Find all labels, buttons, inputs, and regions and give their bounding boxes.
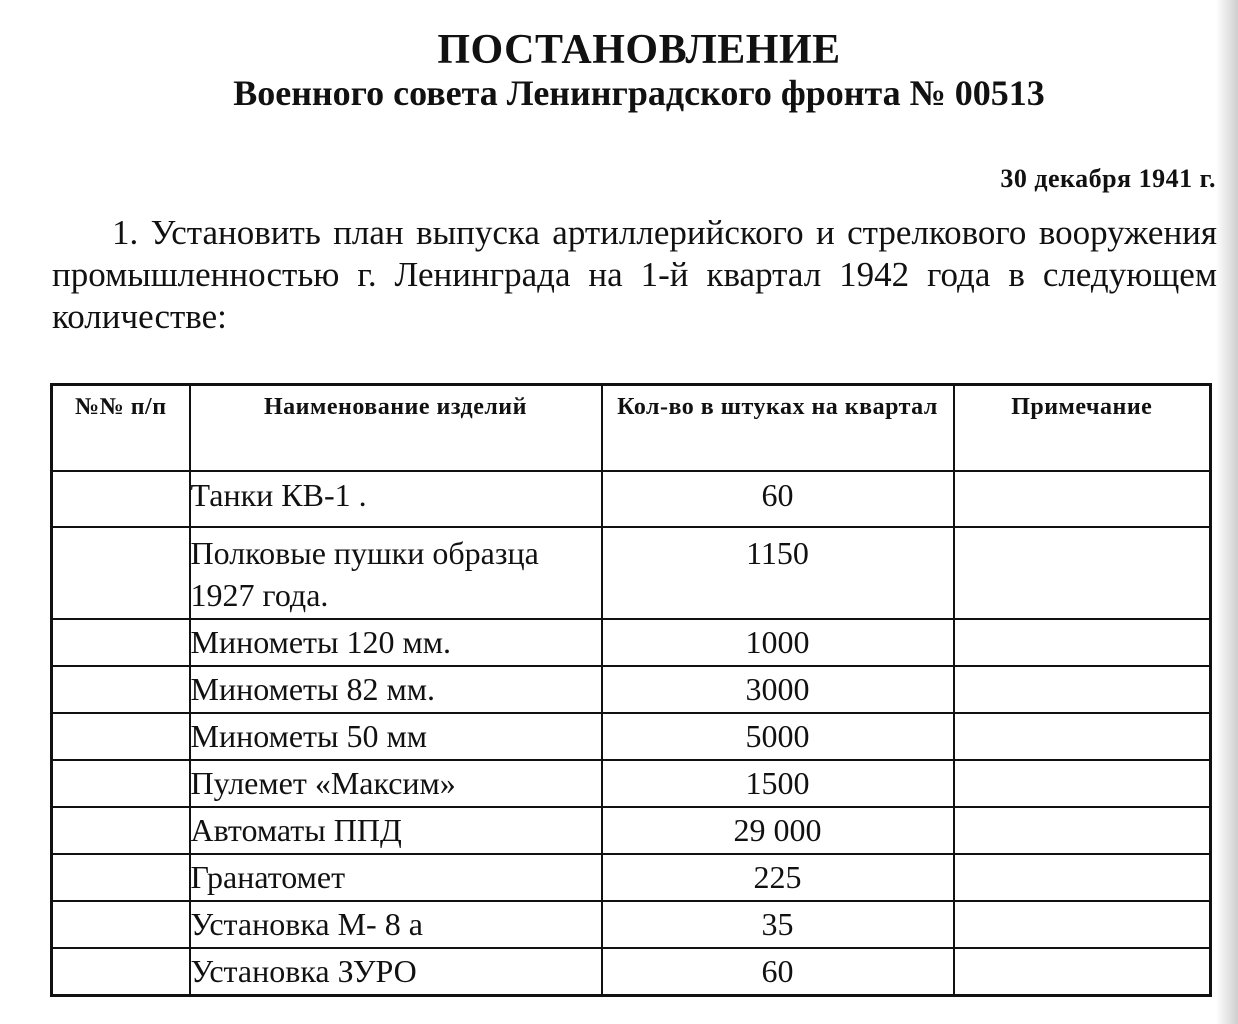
cell-note bbox=[954, 854, 1211, 901]
cell-num bbox=[52, 471, 190, 527]
header-num: №№ п/п bbox=[52, 385, 190, 472]
cell-note bbox=[954, 948, 1211, 996]
cell-qty: 5000 bbox=[602, 713, 954, 760]
table-row bbox=[52, 948, 1211, 996]
cell-name: Минометы 50 мм bbox=[190, 713, 602, 760]
cell-qty: 225 bbox=[602, 854, 954, 901]
cell-num bbox=[52, 527, 190, 619]
cell-name: Минометы 120 мм. bbox=[190, 619, 602, 666]
table-row bbox=[52, 807, 1211, 854]
production-plan-table bbox=[50, 383, 1212, 997]
cell-note bbox=[954, 527, 1211, 619]
paragraph-1: 1. Установить план выпуска артиллерийского и стрелкового вооружения промышленностью г. Ленинграда на 1-й квартал 1942 года в следующем количестве: bbox=[52, 213, 1217, 336]
cell-qty: 35 bbox=[602, 901, 954, 948]
cell-note bbox=[954, 807, 1211, 854]
cell-qty: 1500 bbox=[602, 760, 954, 807]
cell-note bbox=[954, 666, 1211, 713]
cell-num bbox=[52, 807, 190, 854]
cell-note bbox=[954, 901, 1211, 948]
cell-num bbox=[52, 948, 190, 996]
cell-qty: 1150 bbox=[602, 527, 954, 619]
header-note: Примечание bbox=[954, 385, 1211, 472]
cell-name: Минометы 82 мм. bbox=[190, 666, 602, 713]
document-date: 30 декабря 1941 г. bbox=[1000, 164, 1216, 193]
table-row bbox=[52, 854, 1211, 901]
table-row bbox=[52, 666, 1211, 713]
cell-name: Танки КВ-1 . bbox=[190, 471, 602, 527]
scan-edge bbox=[1216, 0, 1238, 1024]
header-name: Наименование изделий bbox=[190, 385, 602, 472]
table-row bbox=[52, 471, 1211, 527]
cell-note bbox=[954, 471, 1211, 527]
table-row bbox=[52, 760, 1211, 807]
document-subtitle: Военного совета Ленинградского фронта № 00513 bbox=[233, 73, 1045, 113]
table-row bbox=[52, 527, 1211, 619]
cell-num bbox=[52, 854, 190, 901]
cell-num bbox=[52, 666, 190, 713]
cell-num bbox=[52, 901, 190, 948]
cell-num bbox=[52, 619, 190, 666]
cell-num bbox=[52, 713, 190, 760]
cell-qty: 60 bbox=[602, 471, 954, 527]
cell-name: Автоматы ППД bbox=[190, 807, 602, 854]
table-row bbox=[52, 713, 1211, 760]
table-row bbox=[52, 619, 1211, 666]
cell-qty: 3000 bbox=[602, 666, 954, 713]
cell-note bbox=[954, 619, 1211, 666]
cell-name: Полковые пушки образца 1927 года. bbox=[190, 527, 602, 619]
cell-note bbox=[954, 713, 1211, 760]
cell-num bbox=[52, 760, 190, 807]
table-row bbox=[52, 901, 1211, 948]
header-qty: Кол-во в штуках на квартал bbox=[602, 385, 954, 472]
cell-qty: 1000 bbox=[602, 619, 954, 666]
cell-qty: 29 000 bbox=[602, 807, 954, 854]
cell-note bbox=[954, 760, 1211, 807]
cell-qty: 60 bbox=[602, 948, 954, 996]
cell-name: Установка М- 8 а bbox=[190, 901, 602, 948]
document-title: ПОСТАНОВЛЕНИЕ bbox=[437, 27, 841, 73]
cell-name: Гранатомет bbox=[190, 854, 602, 901]
cell-name: Установка ЗУРО bbox=[190, 948, 602, 996]
cell-name: Пулемет «Максим» bbox=[190, 760, 602, 807]
table-header-row bbox=[52, 385, 1211, 472]
